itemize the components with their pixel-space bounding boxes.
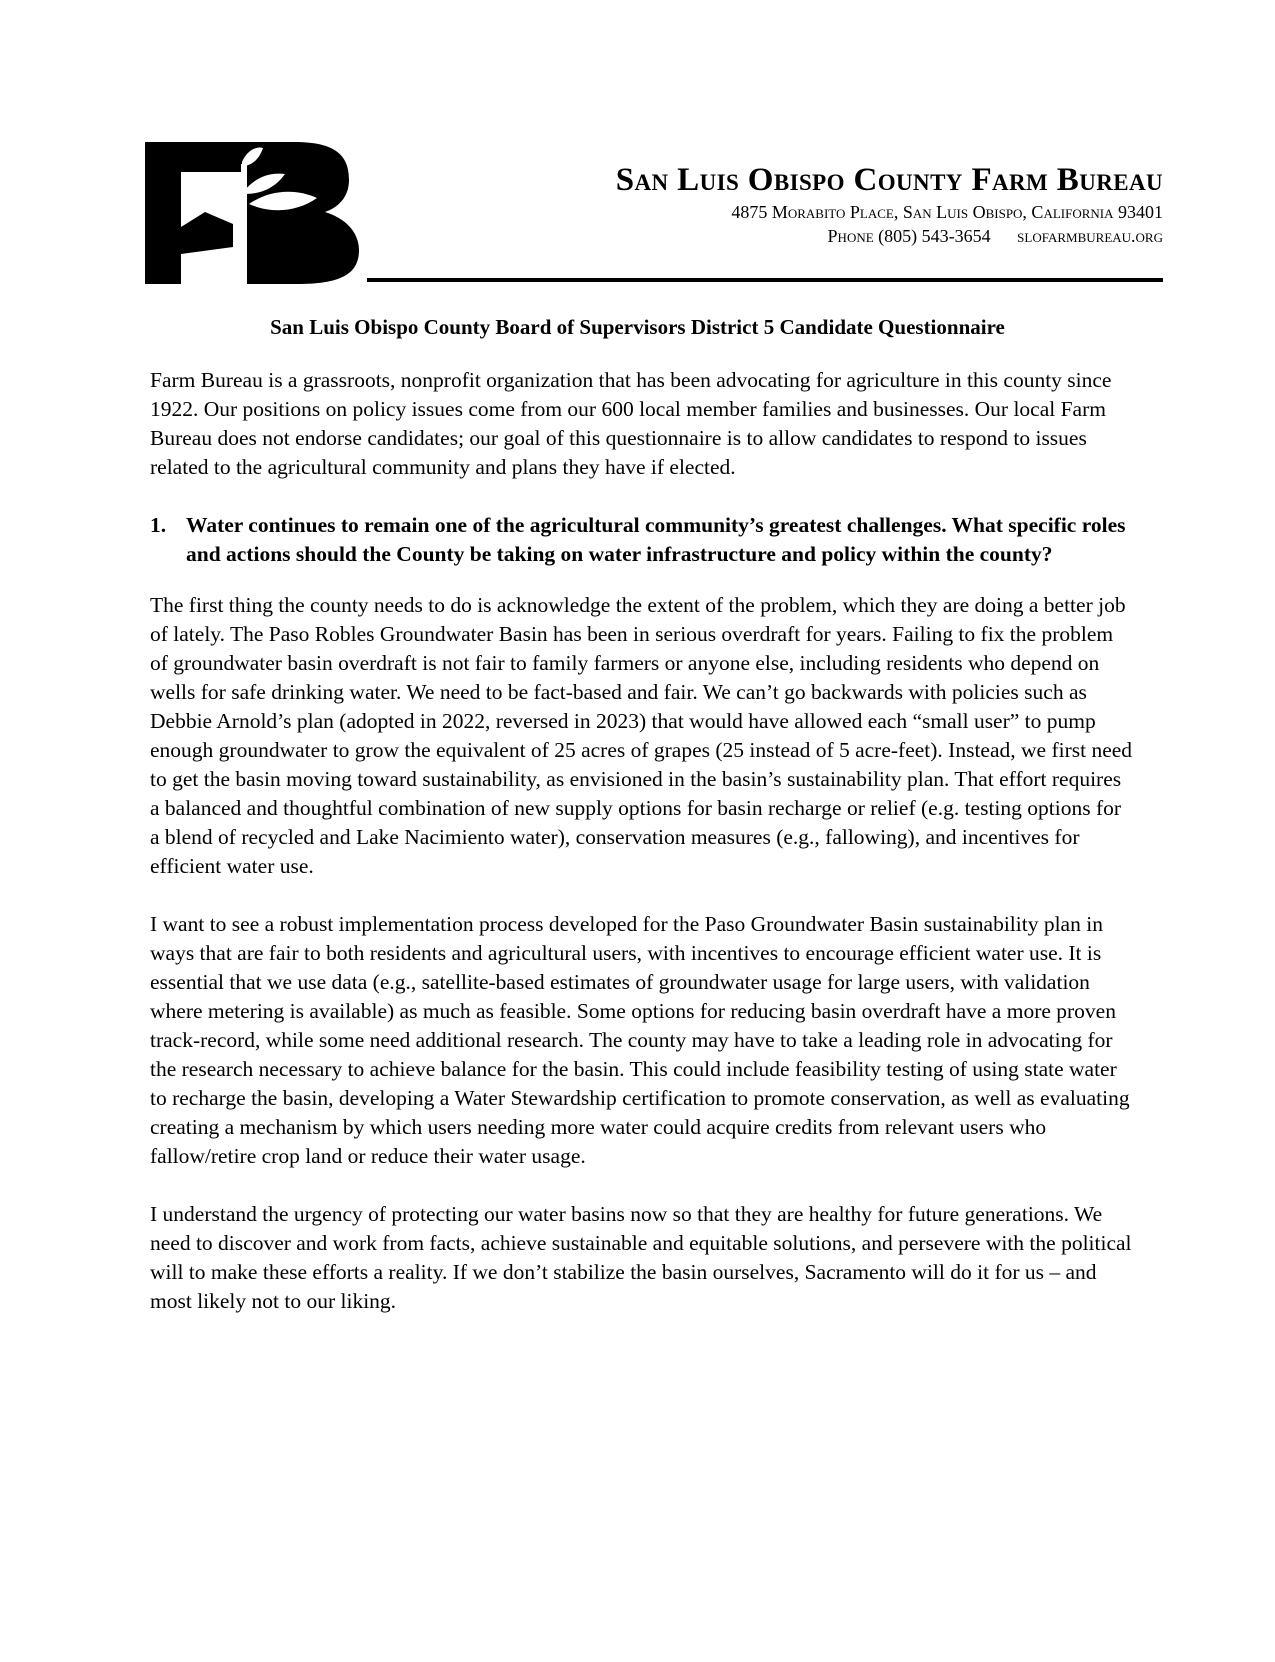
question-number: 1. [150, 513, 167, 537]
organization-address: 4875 Morabito Place, San Luis Obispo, California 93401 [731, 202, 1163, 222]
document-body [150, 366, 1135, 1345]
website-link[interactable]: slofarmbureau.org [1017, 226, 1163, 246]
letterhead [616, 160, 1163, 248]
document-title: San Luis Obispo County Board of Supervisors District 5 Candidate Questionnaire [270, 315, 1005, 339]
organization-name: San Luis Obispo County Farm Bureau [615, 162, 1163, 198]
header-divider [367, 278, 1163, 282]
phone-number: Phone (805) 543-3654 [827, 226, 991, 246]
answer-paragraph: The first thing the county needs to do is acknowledge the extent of the problem, which they are doing a better job of lately. The Paso Robles Groundwater Basin has been in serious overdraft for years. Failing to fix the problem of groundwater basin overdraft is not fair to family farmers or anyone else, including residents who depend on wells for safe drinking water. We need to be fact-based and fair. We can’t go backwards with policies such as Debbie Arnold’s plan (adopted in 2022, reversed in 2023) that would have allowed each “small user” to pump enough groundwater to grow the equivalent of 25 acres of grapes (25 instead of 5 acre-feet). Instead, we first need to get the basin moving toward sustainability, as envisioned in the basin’s sustainability plan. That effort requires a balanced and thoughtful combination of new supply options for basin recharge or relief (e.g. testing options for a blend of recycled and Lake Nacimiento water), conservation measures (e.g., fallowing), and incentives for efficient water use. [150, 593, 1133, 878]
intro-paragraph: Farm Bureau is a grassroots, nonprofit organization that has been advocating for agriculture in this county since 1922. Our positions on policy issues come from our 600 local member families and businesses. Our local Farm Bureau does not endorse candidates; our goal of this questionnaire is to allow candidates to respond to issues related to the agricultural community and plans they have if elected. [150, 368, 1112, 479]
question-text: Water continues to remain one of the agricultural community’s greatest challenges. What specific roles and actions should the County be taking on water infrastructure and policy within the county? [186, 513, 1126, 566]
answer-paragraph: I understand the urgency of protecting our water basins now so that they are healthy for future generations. We need to discover and work from facts, achieve sustainable and equitable solutions, and persevere with the political will to make these efforts a reality. If we don’t stabilize the basin ourselves, Sacramento will do it for us – and most likely not to our liking. [150, 1202, 1132, 1313]
contact-line [616, 224, 1163, 248]
answer-paragraph: I want to see a robust implementation process developed for the Paso Groundwater Basin sustainability plan in ways that are fair to both residents and agricultural users, with incentives to encourage efficient water use. It is essential that we use data (e.g., satellite-based estimates of groundwater usage for large users, with validation where metering is available) as much as feasible. Some options for reducing basin overdraft have a more proven track-record, while some need additional research. The county may have to take a leading role in advocating for the research necessary to achieve balance for the basin. This could include feasibility testing of using state water to recharge the basin, developing a Water Stewardship certification to promote conservation, as well as evaluating creating a mechanism by which users needing more water could acquire credits from relevant users who fallow/retire crop land or reduce their water usage. [150, 912, 1130, 1168]
question-item [150, 511, 1135, 569]
farm-bureau-logo [145, 142, 363, 284]
